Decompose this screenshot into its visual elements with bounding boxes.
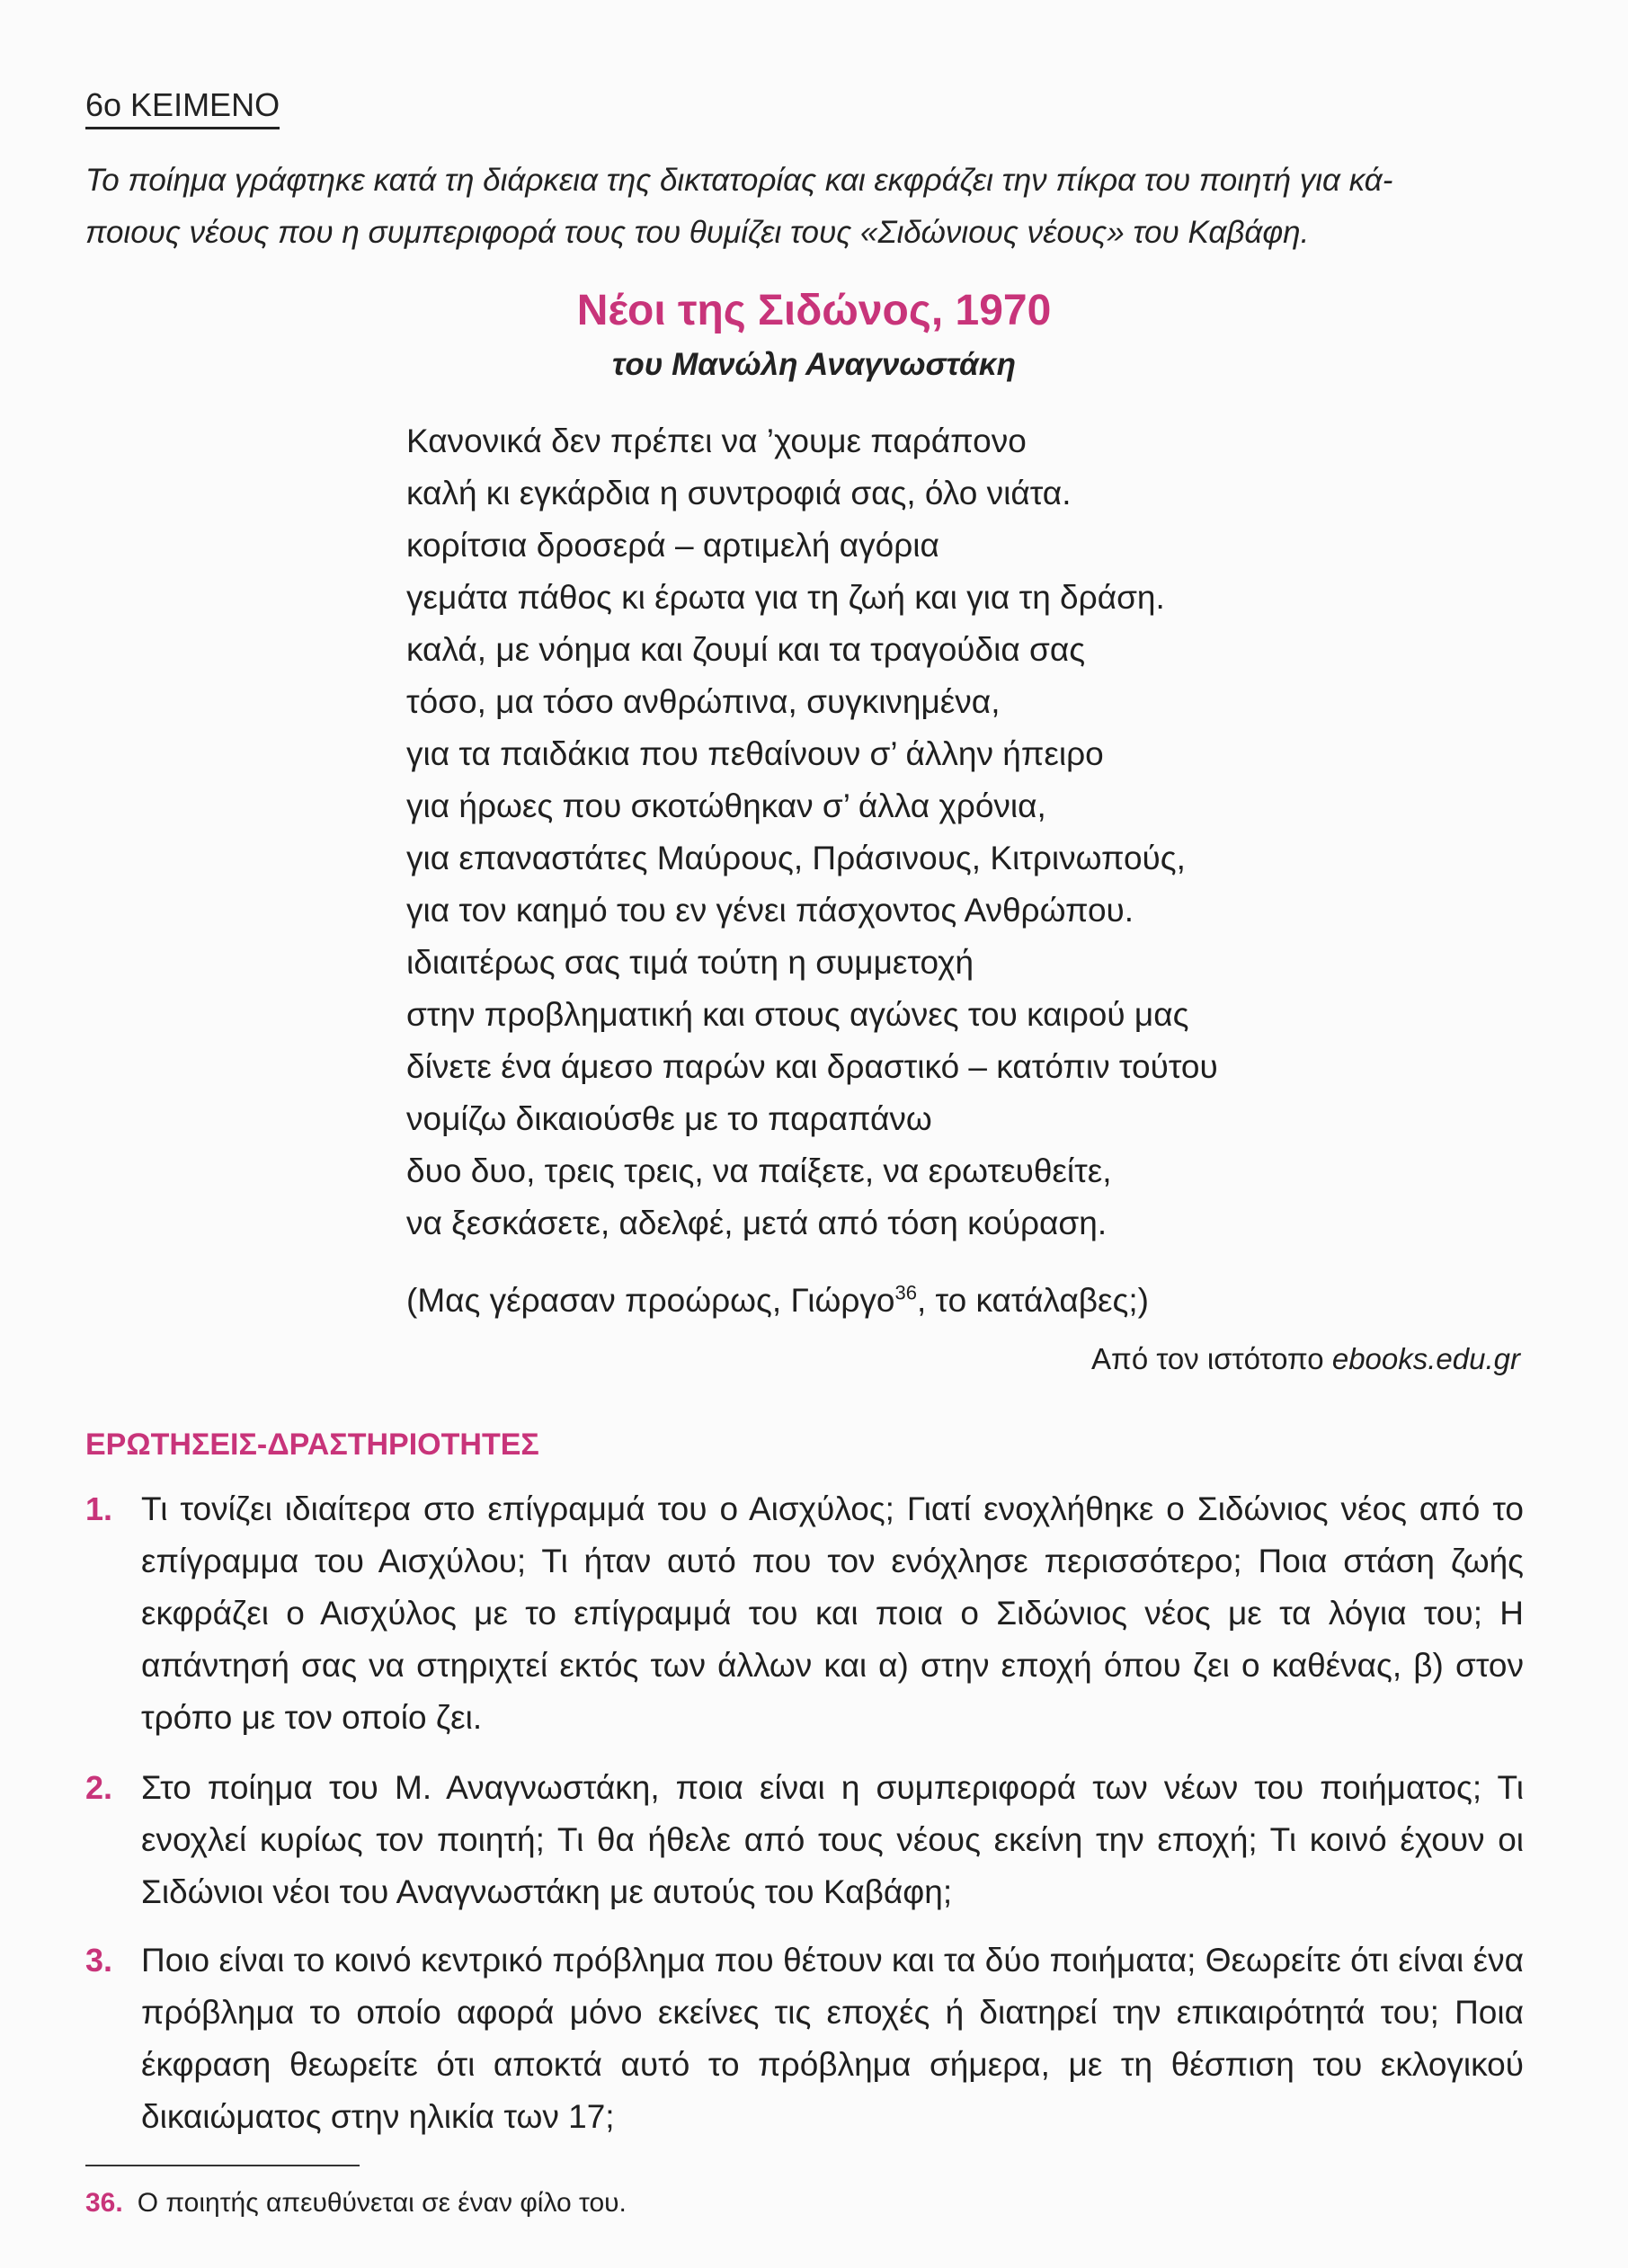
question-text: Στο ποίημα του Μ. Αναγνωστάκη, ποια είναι η συμπεριφορά των νέων του ποιήματος; Τι ενοχλεί κυρίως τον ποιητή; Τι θα ήθελε από τους νέους εκείνη την εποχή; Τι κοινό έχουν οι Σιδώνιοι νέοι του Αναγνωστάκη με αυτούς του Καβάφη; [141,1769,1524,1910]
question-item-3 [85,1934,1524,2143]
question-number: 1. [85,1490,113,1527]
intro-line-1: Το ποίημα γράφτηκε κατά τη διάρκεια της δικτατορίας και εκφράζει την πίκρα του ποιητή για κά- [85,163,1393,198]
poem-closing-line [406,1275,1149,1327]
questions-heading: ΕΡΩΤΗΣΕΙΣ-ΔΡΑΣΤΗΡΙΟΤΗΤΕΣ [85,1428,539,1462]
poem-line: για τον καημό του εν γένει πάσχοντος Ανθρώπου. [406,892,1134,929]
section-label: 6ο ΚΕΙΜΕΝΟ [85,85,280,129]
question-item-1 [85,1483,1524,1744]
poem-line: δυο δυο, τρεις τρεις, να παίξετε, να ερωτευθείτε, [406,1152,1112,1189]
question-item-2 [85,1762,1524,1918]
question-number: 2. [85,1769,113,1806]
poem-line: Κανονικά δεν πρέπει να ’χουμε παράπονο [406,422,1027,459]
poem-line: για τα παιδάκια που πεθαίνουν σ’ άλλην ήπειρο [406,735,1104,772]
question-text: Ποιο είναι το κοινό κεντρικό πρόβλημα που θέτουν και τα δύο ποιήματα; Θεωρείτε ότι είναι ένα πρόβλημα το οποίο αφορά μόνο εκείνες τις εποχές ή διατηρεί την επικαιρότητά του; Ποια έκφραση θεωρείτε ότι αποκτά αυτό το πρόβλημα σήμερα, με τη θέσπιση του εκλογικού δικαιώματος στην ηλικία των 17; [141,1942,1524,2135]
source-site: ebooks.edu.gr [1331,1342,1520,1375]
question-number: 3. [85,1942,113,1979]
poem-line: για επαναστάτες Μαύρους, Πράσινους, Κιτρινωπούς, [406,840,1186,876]
footnote-divider [85,2165,360,2166]
source-credit [1091,1338,1520,1381]
poem-closing-text-end: , το κατάλαβες;) [916,1282,1149,1319]
footnote-text: Ο ποιητής απευθύνεται σε έναν φίλο του. [137,2188,627,2218]
poem-line: ιδιαιτέρως σας τιμά τούτη η συμμετοχή [406,944,974,981]
footnote-reference[interactable]: 36 [894,1281,917,1304]
poem-line: καλά, με νόημα και ζουμί και τα τραγούδια σας [406,631,1086,668]
poem-closing-text: (Μας γέρασαν προώρως, Γιώργο [406,1282,895,1319]
poem-title: Νέοι της Σιδώνος, 1970 [576,287,1052,334]
poem-line: καλή κι εγκάρδια η συντροφιά σας, όλο νιάτα. [406,475,1072,511]
poem-line: δίνετε ένα άμεσο παρών και δραστικό – κατόπιν τούτου [406,1048,1218,1085]
footnote-number: 36. [85,2188,123,2218]
source-prefix: Από τον ιστότοπο [1091,1342,1332,1375]
poem-line: γεμάτα πάθος κι έρωτα για τη ζωή και για τη δράση. [406,579,1165,616]
intro-paragraph [85,155,1524,259]
footnote [85,2184,627,2222]
poem-line: τόσο, μα τόσο ανθρώπινα, συγκινημένα, [406,683,1001,720]
poem-line: νομίζω δικαιούσθε με το παραπάνω [406,1100,932,1137]
poem-author: του Μανώλη Αναγνωστάκη [612,347,1016,382]
poem-line: κορίτσια δροσερά – αρτιμελή αγόρια [406,527,939,564]
question-text: Τι τονίζει ιδιαίτερα στο επίγραμμά του ο Αισχύλος; Γιατί ενοχλήθηκε ο Σιδώνιος νέος από το επίγραμμα του Αισχύλου; Τι ήταν αυτό που τον ενόχλησε περισσότερο; Ποια στάση ζωής εκφράζει ο Αισχύλος με το επίγραμμά του και ποια ο Σιδώνιος νέος με τα λόγια του; Η απάντησή σας να στηριχτεί εκτός των άλλων και α) στην εποχή όπου ζει ο καθένας, β) στον τρόπο με τον οποίο ζει. [141,1490,1524,1736]
poem-line: για ήρωες που σκοτώθηκαν σ’ άλλα χρόνια, [406,787,1046,824]
intro-line-2: ποιους νέους που η συμπεριφορά τους του θυμίζει τους «Σιδώνιους νέους» του Καβάφη. [85,215,1310,250]
poem-line: στην προβληματική και στους αγώνες του καιρού μας [406,996,1189,1033]
poem-line: να ξεσκάσετε, αδελφέ, μετά από τόση κούραση. [406,1205,1108,1241]
poem-body [406,415,1485,1250]
